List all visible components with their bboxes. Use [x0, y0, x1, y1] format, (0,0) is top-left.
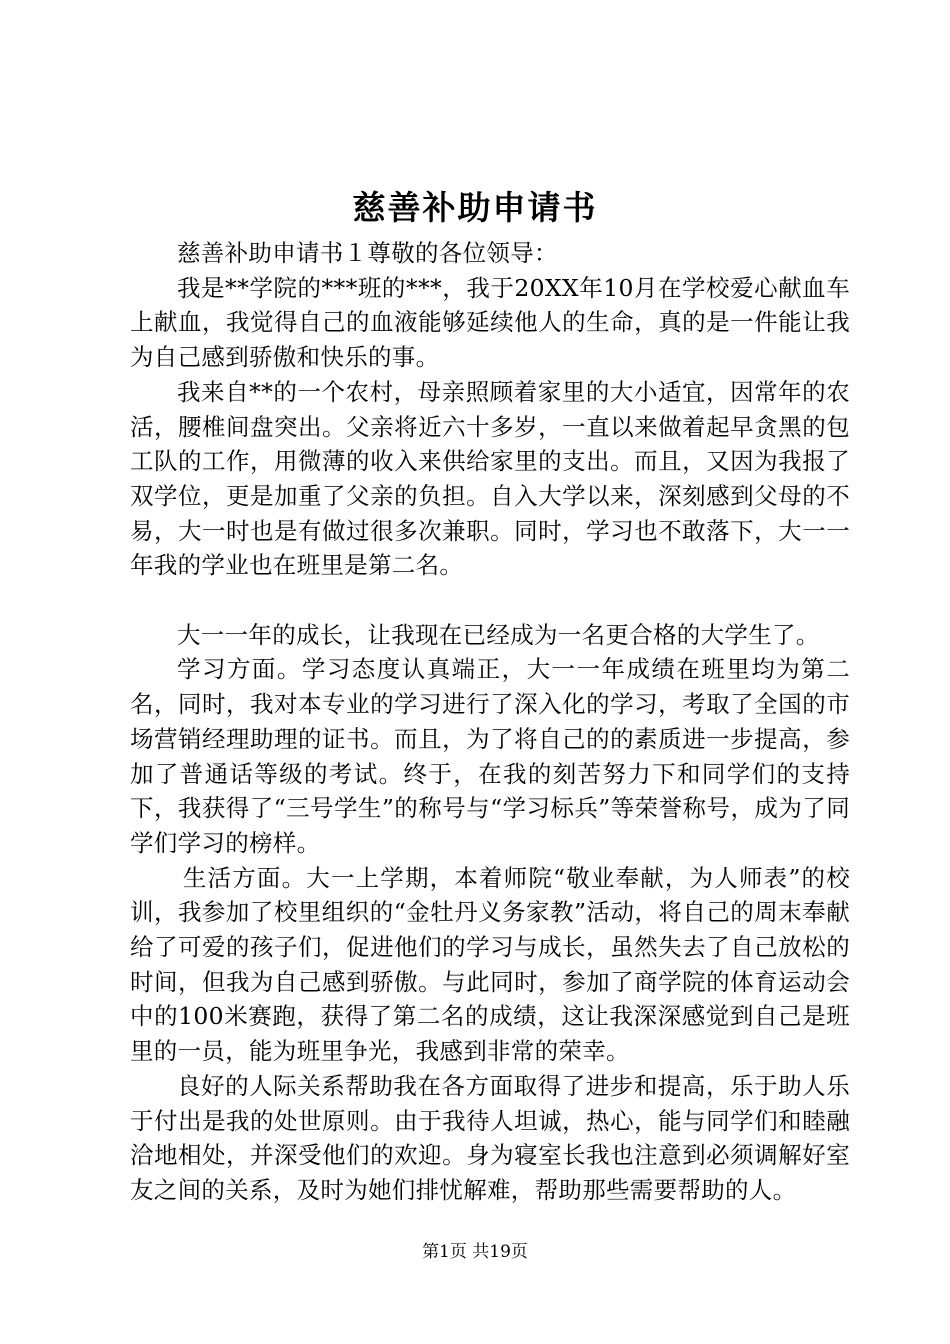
- salutation-paragraph: 慈善补助申请书１尊敬的各位领导：: [177, 239, 558, 267]
- family-background-paragraph: 我来自**的一个农村，母亲照顾着家里的大小适宜，因常年的农活，腰椎间盘突出。父亲将近六十多岁，一直以来做着起早贪黑的包工队的工作，用微薄的收入来供给家里的支出。而且，又因为我报了双学位，更是加重了父亲的负担。自入大学以来，深刻感到父母的不易，大一时也是有做过很多次兼职。同时，学习也不敢落下，大一一年我的学业也在班里是第二名。: [130, 377, 850, 580]
- life-paragraph: 生活方面。大一上学期，本着师院“敬业奉献，为人师表”的校训，我参加了校里组织的“金牡丹义务家教”活动，将自己的周末奉献给了可爱的孩子们，促进他们的学习与成长，虽然失去了自己放松的时间，但我为自己感到骄傲。与此同时，参加了商学院的体育运动会中的100米赛跑，获得了第二名的成绩，这让我深深感觉到自己是班里的一员，能为班里争光，我感到非常的荣幸。: [130, 863, 850, 1066]
- study-paragraph: 学习方面。学习态度认真端正，大一一年成绩在班里均为第二名，同时，我对本专业的学习进行了深入化的学习，考取了全国的市场营销经理助理的证书。而且，为了将自己的的素质进一步提高，参加了普通话等级的考试。终于，在我的刻苦努力下和同学们的支持下，我获得了“三号学生”的称号与“学习标兵”等荣誉称号，成为了同学们学习的榜样。: [130, 655, 850, 857]
- document-title: 慈善补助申请书: [352, 188, 598, 227]
- paragraph-spacer: [130, 583, 850, 618]
- blood-donation-paragraph: 我是**学院的***班的***，我于20XX年10月在学校爱心献血车上献血，我觉得自己的血液能够延续他人的生命，真的是一件能让我为自己感到骄傲和快乐的事。: [130, 273, 850, 372]
- document-body: [130, 236, 850, 1208]
- relationships-paragraph: 良好的人际关系帮助我在各方面取得了进步和提高，乐于助人乐于付出是我的处世原则。由于我待人坦诚，热心，能与同学们和睦融洽地相处，并深受他们的欢迎。身为寝室长我也注意到必须调解好室友之间的关系，及时为她们排忧解难，帮助那些需要帮助的人。: [130, 1071, 850, 1204]
- page-number-footer: 第1页 共19页: [422, 1242, 528, 1262]
- growth-paragraph: 大一一年的成长，让我现在已经成为一名更合格的大学生了。: [177, 620, 820, 649]
